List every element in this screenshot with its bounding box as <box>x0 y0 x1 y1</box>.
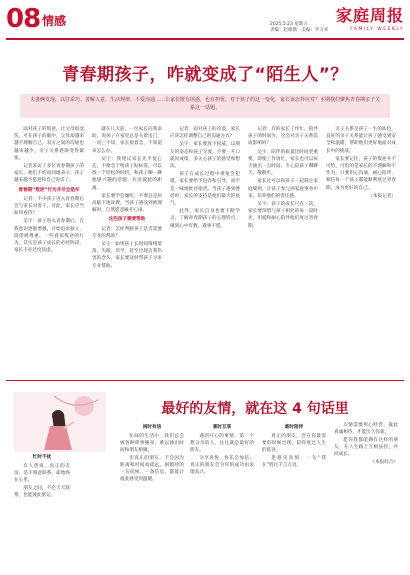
friendship-column-4 <box>262 422 326 570</box>
paragraph: 但真正的朋友，不会因为距离和时间而疏远。闲暇时的一句问候，一条信息，都能让彼此感受到温暖。 <box>120 456 184 482</box>
section2-title: 最好的友情，就在这 4 句话里 <box>161 401 349 417</box>
section2-signature: （本报综合） <box>370 460 398 465</box>
subheading: 忙时不扰 <box>32 455 52 460</box>
page-header <box>0 0 410 42</box>
paragraph: 记者：怎样判断孩子是否需要专业的帮助？ <box>92 226 162 239</box>
brand-logo <box>336 3 404 32</box>
issue-date: 2025.5.23 星期五 <box>270 22 308 27</box>
article-column-3 <box>170 126 240 372</box>
friendship-column-2 <box>120 422 184 570</box>
paragraph: 记者：不少孩子进入青春期后会与家长对着干，对此，家长应当如何看待？ <box>14 196 84 217</box>
brand-english: FAMILY WEEKLY <box>350 27 404 32</box>
article-column-2 <box>92 126 162 372</box>
friendship-column-3 <box>190 422 254 570</box>
paragraph: 吴宇：孩子的成长只有一次，家长要珍惜与孩子相处的每一段时光，用爱和耐心陪伴他们度过青春期。 <box>248 202 318 229</box>
page-number: 08 <box>6 4 41 34</box>
article-signature: （本报记者） <box>368 193 396 199</box>
paragraph: 愿你我都能拥有这样的朋友，在人生路上互相扶持，共同成长。 <box>334 438 398 457</box>
article-headline: 青春期孩子，咋就变成了“陌生人”？ <box>62 65 348 85</box>
paragraph: 真正的朋友，会在你最需要的时候出现，陪你度过人生的低谷。 <box>262 434 326 453</box>
paragraph: 家长还可以和孩子一起制定家庭规则，让孩子参与到家庭事务中来，培养他们的责任感。 <box>248 179 318 199</box>
paragraph: 吴宇：我建议家长先平复心态，不要急于给孩子贴标签。可以找一个轻松的时机，和孩子聊一聊他感兴趣的话题，拉近彼此的距离。 <box>92 156 162 191</box>
friendship-column-5 <box>334 422 398 570</box>
article-column-1 <box>14 126 84 372</box>
paragraph: 记者采访了多位青春期孩子的家长，他们不约而同地表示：孩子越来越不愿意和自己说话了。 <box>14 164 84 184</box>
issue-editor: 责编：赵薇薇 美编：罗万祥 <box>270 28 329 33</box>
paragraph: 吴宇：如果孩子长时间情绪低落、失眠、厌学，甚至出现自我伤害的念头，家长要及时带孩子寻求专业帮助。 <box>92 242 162 269</box>
paragraph: 吴宇：孩子进入青春期后，自我意识逐渐增强，开始追求独立，渴望被尊重。一些看似叛逆的行为，其实是孩子成长的必经阶段，家长不必过度焦虑。 <box>14 219 84 254</box>
subheading: 这些孩子需要帮助 <box>108 217 146 223</box>
paragraph: 遇到开心的事情，第一个想分享的人，往往就是最好的朋友。 <box>190 434 254 453</box>
section-divider <box>6 380 404 381</box>
paragraph: 吴宇：陪伴的质量比时间更重要。即使工作再忙，家长也可以每天抽出一点时间，专心陪孩子聊聊天、散散步。 <box>248 149 318 177</box>
paragraph: 亲子关系是孩子一生的底色。良好的亲子关系能让孩子感受到安全和温暖，帮助他们更好地面对成长中的挑战。 <box>326 127 396 154</box>
paragraph: 就在几天前，一位家长向我求助，说孩子在家里总是关着房门，一问三不知，家长很着急，不知道该怎么办。 <box>92 127 162 154</box>
leaf-icon <box>74 396 94 416</box>
paragraph: 家长要学会倾听，不要总是居高临下地说教。当孩子感受到被理解时，自然愿意敞开心扉。 <box>92 193 162 214</box>
paragraph: 孩子在成长过程中难免会犯错，家长要给予包容和引导，而不是一味地批评指责。当孩子遇到挫折时，家长的支持是他们最大的底气。 <box>170 172 240 207</box>
article-column-4 <box>248 126 318 372</box>
subheading: 青春期“叛逆”行为并非全是坏 <box>18 187 80 193</box>
paragraph: 分享喜悦，快乐会加倍；真正的朋友会为你的成功由衷地高兴。 <box>190 456 254 475</box>
paragraph: 家长要记住，孩子的叛逆并不可怕，可怕的是家长的不理解和不作为。只要用心沟通，耐心陪伴，相信每一个孩子都能顺利度过青春期，成为更好的自己。 <box>326 156 396 191</box>
paragraph: 患难见真情，一句“我在”胜过千言万语。 <box>262 456 326 468</box>
subheading: 喜时互享 <box>212 425 232 430</box>
issue-meta <box>270 22 340 34</box>
article-column-5 <box>326 126 396 372</box>
paragraph: 有人曾说，真正的友谊，是不刻意联系，却始终在心里。 <box>14 464 70 483</box>
paragraph: 朋友之间，不必天天联系，也能彼此惦记。 <box>14 486 70 498</box>
friendship-column-1 <box>14 452 70 570</box>
paragraph: 友情需要用心经营，彼此真诚相待，才能历久弥新。 <box>334 423 398 435</box>
header-rule <box>6 38 404 40</box>
paragraph: 此外，家长自身也要不断学习，了解青春期孩子的心理特点，做到心中有数，遇事不慌。 <box>170 209 240 229</box>
paragraph: 记者：有的家长工作忙，陪伴孩子的时间少，这会对亲子关系造成影响吗？ <box>248 127 318 147</box>
article-lead: 夫妻俩发现，以往乖巧、善解人意、生活规律、不爱沟通……让家长既有困惑，也有担忧。对于孩子的这一变化，家长该怎样应对？本期我们聚焦青春期亲子关系这一话题。 <box>20 94 390 118</box>
subheading: 闲时有信 <box>142 425 162 430</box>
paragraph: 吴宇：家长要放下权威，以朋友的姿态和孩子交流。不要一开口就问成绩，多关心孩子的感受和想法。 <box>170 142 240 170</box>
paragraph: 忙碌的生活中，我们总会被各种琐事缠身，难以抽出时间和朋友相聚。 <box>120 434 184 453</box>
paragraph: 记者：面对孩子的冷漠，家长应该怎样调整自己的沟通方式？ <box>170 127 240 140</box>
brand-name: 家庭周报 <box>335 6 404 25</box>
section-name: 情感 <box>42 14 67 28</box>
paragraph: 面对孩子的叛逆，让父母很受伤。可在孩子的眼中，父母却越来越不理解自己，双方之间的沟通也越来越少，亲子关系逐渐变得紧张。 <box>14 127 84 161</box>
subheading: 难时陪伴 <box>284 425 304 430</box>
